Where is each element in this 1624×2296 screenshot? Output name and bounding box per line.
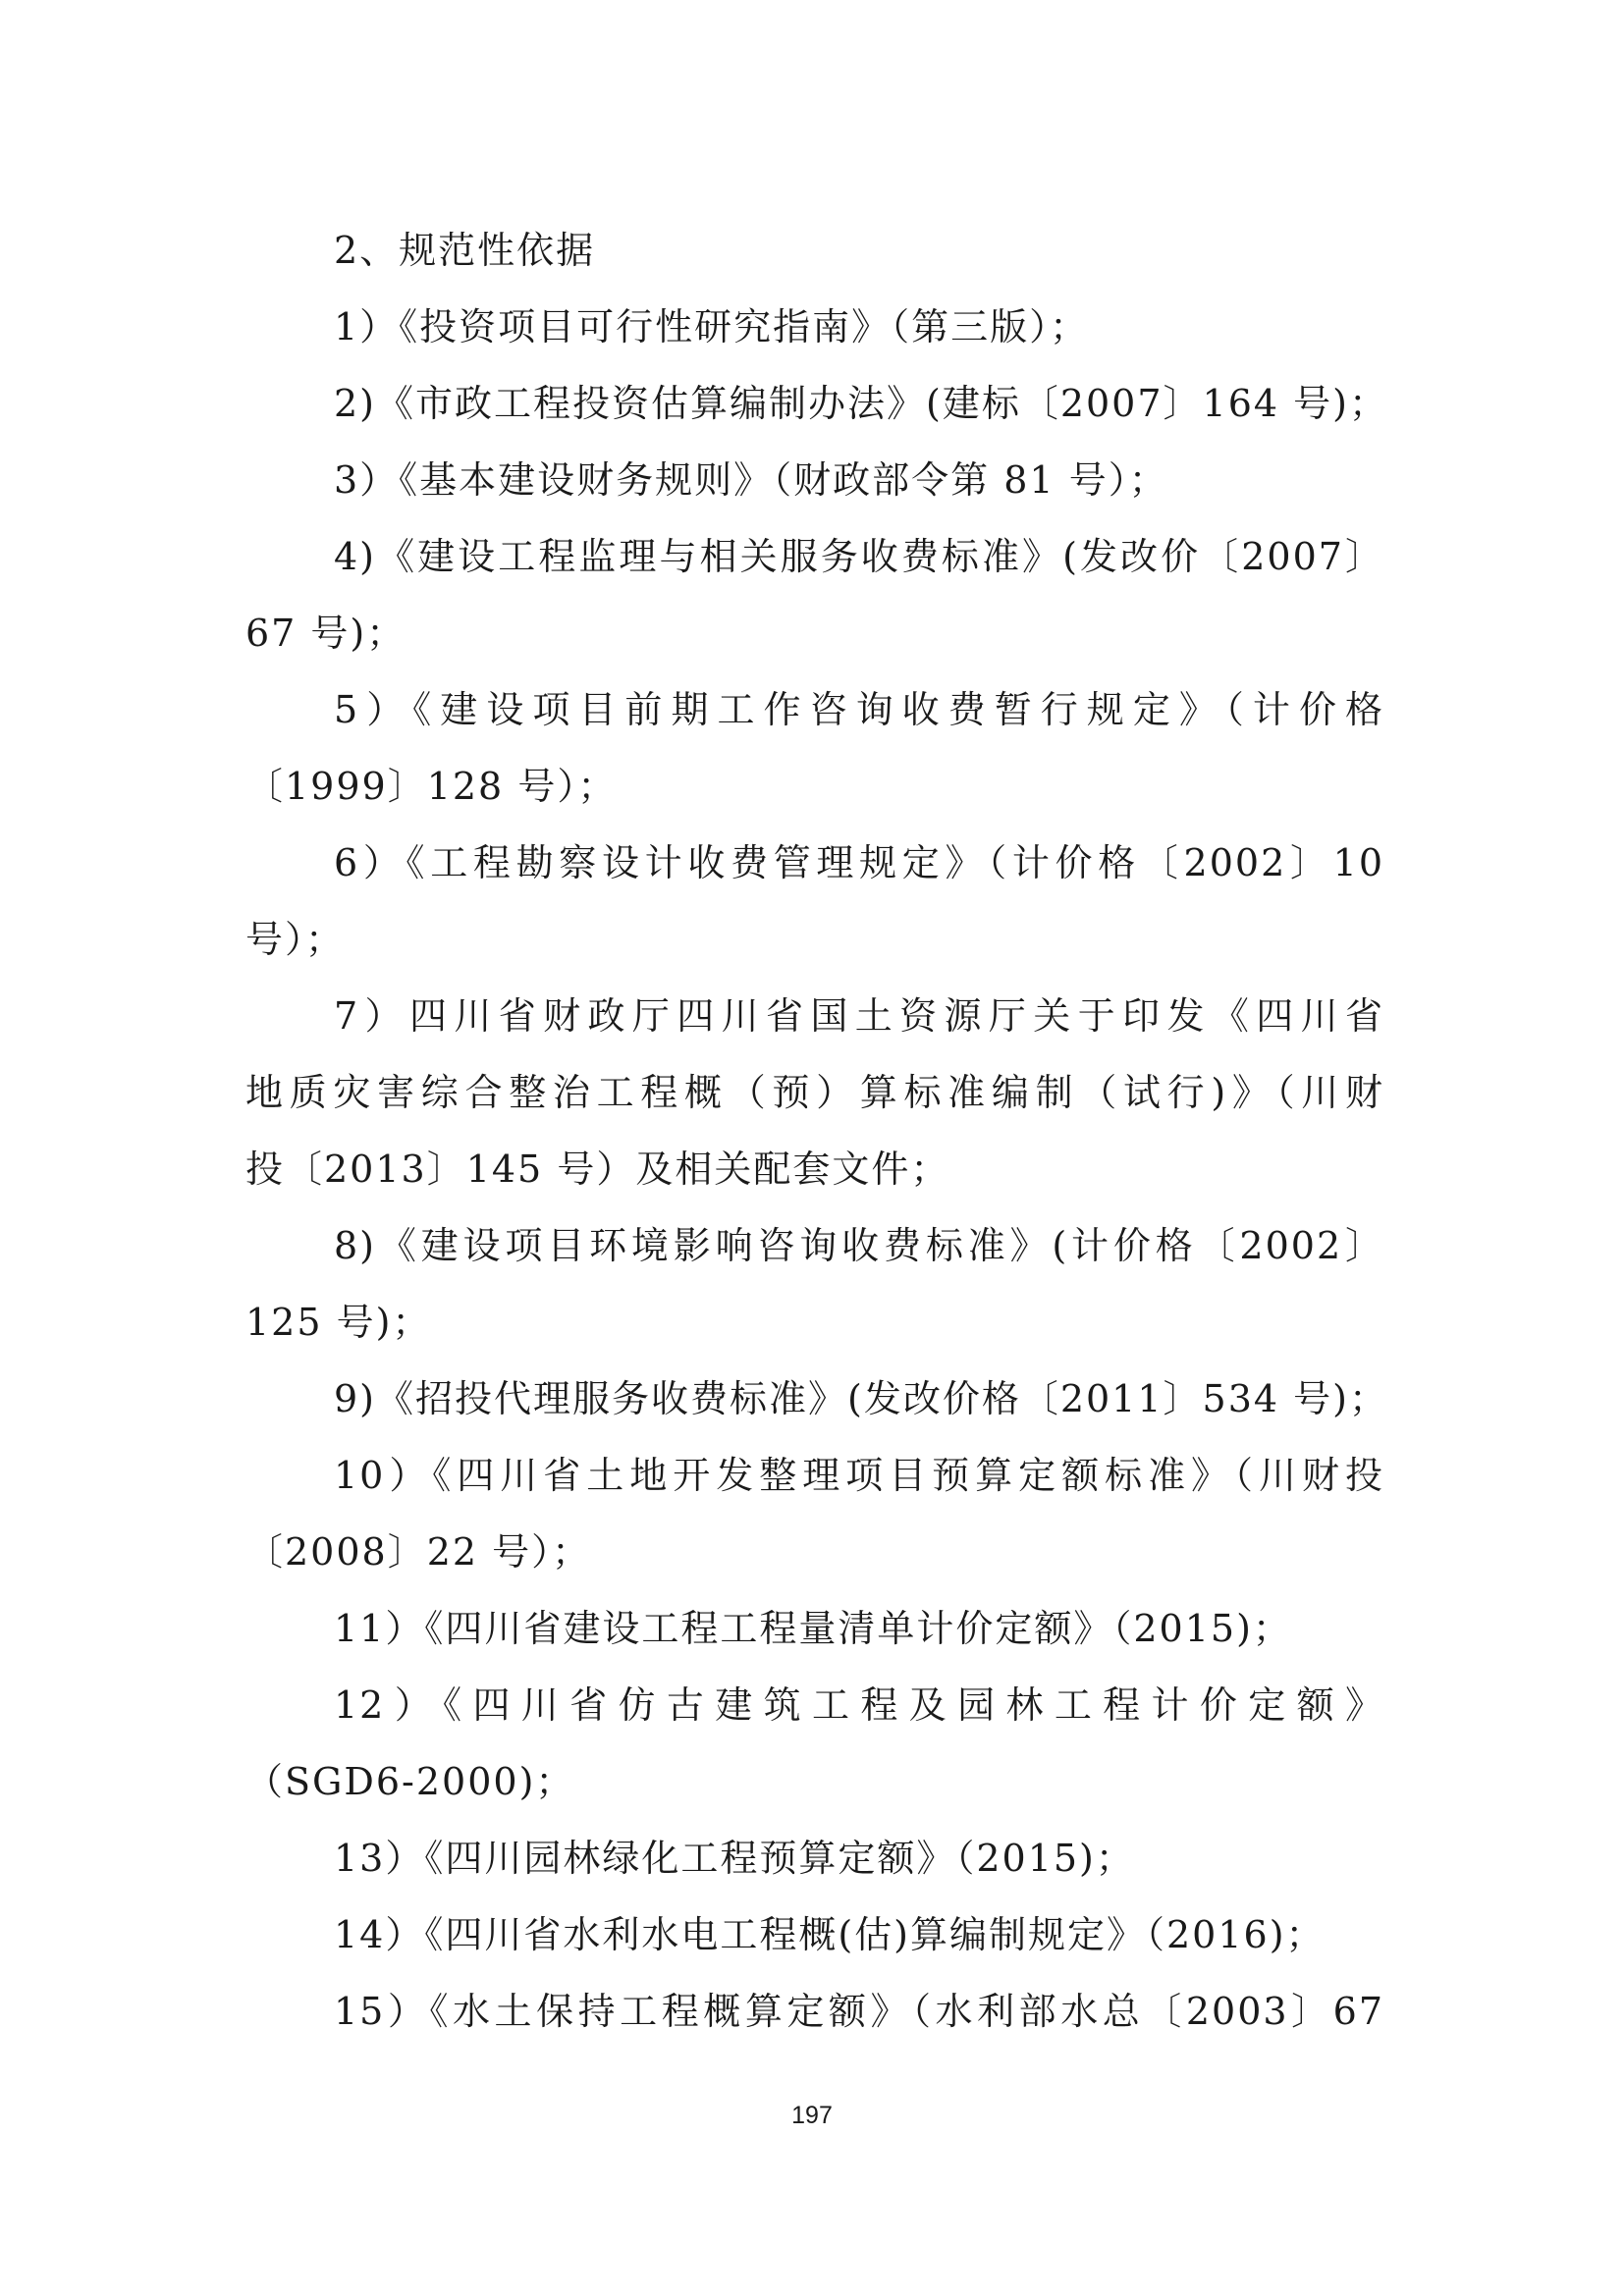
reference-item-7-continued-2: 投〔2013〕145 号）及相关配套文件； — [245, 1148, 950, 1191]
reference-item-6-continued: 号）； — [245, 918, 346, 961]
reference-item-6: 6）《工程勘察设计收费管理规定》（计价格〔2002〕10 — [334, 841, 1384, 884]
reference-item-5: 5）《建设项目前期工作咨询收费暂行规定》（计价格 — [334, 688, 1384, 731]
reference-item-5-continued: 〔1999〕128 号）； — [245, 765, 618, 808]
reference-item-7-continued-1: 地质灾害综合整治工程概（预）算标准编制（试行)》（川财 — [245, 1071, 1384, 1114]
section-heading: 2、规范性依据 — [334, 229, 596, 272]
reference-item-3: 3）《基本建设财务规则》（财政部令第 81 号）； — [334, 458, 1168, 502]
reference-item-11: 11）《四川省建设工程工程量清单计价定额》（2015)； — [334, 1607, 1292, 1650]
reference-item-13: 13）《四川园林绿化工程预算定额》（2015)； — [334, 1837, 1135, 1880]
reference-item-8-continued: 125 号)； — [245, 1301, 432, 1344]
page-number: 197 — [791, 2102, 833, 2129]
reference-item-15: 15）《水土保持工程概算定额》（水利部水总〔2003〕67 — [334, 1990, 1384, 2033]
reference-item-8: 8)《建设项目环境影响咨询收费标准》(计价格〔2002〕 — [334, 1224, 1384, 1267]
reference-item-4: 4)《建设工程监理与相关服务收费标准》(发改价〔2007〕 — [334, 535, 1384, 578]
reference-item-1: 1）《投资项目可行性研究指南》（第三版）； — [334, 305, 1090, 348]
reference-item-9: 9)《招投代理服务收费标准》(发改价格〔2011〕534 号)； — [334, 1377, 1388, 1420]
reference-item-7: 7）四川省财政厅四川省国土资源厅关于印发《四川省 — [334, 994, 1384, 1038]
reference-item-14: 14）《四川省水利水电工程概(估)算编制规定》（2016)； — [334, 1913, 1326, 1956]
reference-item-10: 10）《四川省土地开发整理项目预算定额标准》（川财投 — [334, 1454, 1384, 1497]
reference-item-2: 2)《市政工程投资估算编制办法》(建标〔2007〕164 号)； — [334, 382, 1388, 425]
reference-item-4-continued: 67 号)； — [245, 612, 406, 655]
reference-item-12-continued: （SGD6-2000)； — [245, 1760, 575, 1803]
reference-item-12: 12）《四川省仿古建筑工程及园林工程计价定额》 — [334, 1683, 1384, 1727]
reference-item-10-continued: 〔2008〕22 号）； — [245, 1530, 592, 1574]
